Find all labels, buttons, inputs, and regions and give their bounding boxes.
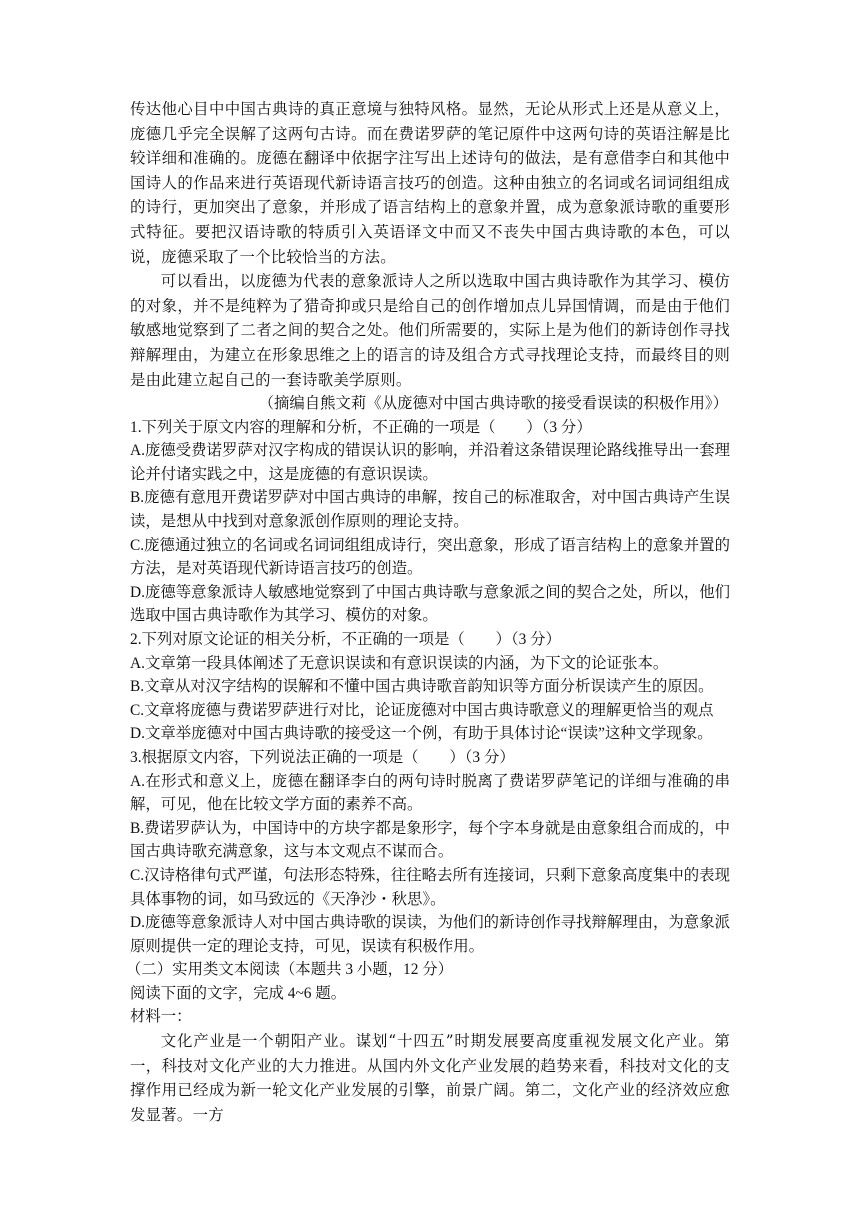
option-c: C.文章将庞德与费诺罗萨进行对比，论证庞德对中国古典诗歌意义的理解更恰当的观点 bbox=[130, 701, 714, 719]
option-c: C.汉诗格律句式严谨，句法形态特殊，往往略去所有连接词，只剩下意象高度集中的表现具体事物的词，如马致远的《天净沙・秋思》。 bbox=[130, 866, 730, 908]
exam-page bbox=[126, 97, 730, 1127]
passage-paragraph-1: 传达他心目中中国古典诗的真正意境与独特风格。显然，无论从形式上还是从意义上，庞德几乎完全误解了这两句古诗。而在费诺罗萨的笔记原件中这两句诗的英语注解是比较详细和准确的。庞德在翻译中依据字注写出上述诗句的做法，是有意借李白和其他中国诗人的作品来进行英语现代新诗语言技巧的创造。这种由独立的名词或名词词组组成的诗行，更加突出了意象，并形成了语言结构上的意象并置，成为意象派诗歌的重要形式特征。要把汉语诗歌的特质引入英语译文中而又不丧失中国古典诗歌的本色，可以说，庞德采取了一个比较恰当的方法。 bbox=[130, 100, 730, 266]
option-a: A.庞德受费诺罗萨对汉字构成的错误认识的影响，并沿着这条错误理论路线推导出一套理论并付诸实践之中，这是庞德的有意识误读。 bbox=[130, 442, 730, 483]
option-a: A.文章第一段具体阐述了无意识误读和有意识误读的内涵，为下文的论证张本。 bbox=[130, 654, 669, 672]
question-3 bbox=[130, 746, 730, 958]
material-paragraph: 文化产业是一个朝阳产业。谋划“十四五”时期发展要高度重视发展文化产业。第一，科技对文化产业的大力推进。从国内外文化产业发展的趋势来看，科技对文化的支撑作用已经成为新一轮文化产业发展的引擎，前景广阔。第二，文化产业的经济效应愈发显著。一方 bbox=[130, 1032, 730, 1124]
material-label: 材料一： bbox=[130, 1008, 192, 1026]
question-stem: 3.根据原文内容，下列说法正确的一项是（ ）（3 分） bbox=[130, 748, 515, 766]
reading-passage bbox=[130, 97, 730, 392]
question-2 bbox=[130, 628, 730, 746]
option-d: D.文章举庞德对中国古典诗歌的接受这一个例，有助于具体讨论“误读”这种文学现象。 bbox=[130, 725, 713, 743]
option-b: B.庞德有意甩开费诺罗萨对中国古典诗的串解，按自己的标准取舍，对中国古典诗产生误读，是想从中找到对意象派创作原则的理论支持。 bbox=[130, 489, 730, 530]
passage-paragraph-2: 可以看出，以庞德为代表的意象派诗人之所以选取中国古典诗歌作为其学习、模仿的对象，并不是纯粹为了猎奇抑或只是给自己的创作增加点儿异国情调，而是由于他们敏感地觉察到了二者之间的契合之处。他们所需要的，实际上是为他们的新诗创作寻找辩解理由，为建立在形象思维之上的语言的诗及组合方式寻找理论支持，而最终目的则是由此建立起自己的一套诗歌美学原则。 bbox=[130, 272, 730, 389]
option-a: A.在形式和意义上，庞德在翻译李白的两句诗时脱离了费诺罗萨笔记的详细与准确的串解，可见，他在比较文学方面的素养不高。 bbox=[130, 772, 730, 814]
question-stem: 1.下列关于原文内容的理解和分析，不正确的一项是（ ）（3 分） bbox=[130, 418, 592, 436]
option-d: D.庞德等意象派诗人对中国古典诗歌的误读，为他们的新诗创作寻找辩解理由，为意象派原则提供一定的理论支持，可见，误读有积极作用。 bbox=[130, 914, 730, 955]
option-d: D.庞德等意象派诗人敏感地觉察到了中国古典诗歌与意象派之间的契合之处，所以，他们选取中国古典诗歌作为其学习、模仿的对象。 bbox=[130, 583, 730, 625]
option-c: C.庞德通过独立的名词或名词词组组成诗行，突出意象，形成了语言结构上的意象并置的方法，是对英语现代新诗语言技巧的创造。 bbox=[130, 536, 730, 578]
option-b: B.费诺罗萨认为，中国诗中的方块字都是象形字，每个字本身就是由意象组合而成的，中国古典诗歌充满意象，这与本文观点不谋而合。 bbox=[130, 819, 730, 861]
section-instruction: 阅读下面的文字，完成 4~6 题。 bbox=[130, 984, 347, 1002]
option-b: B.文章从对汉字结构的误解和不懂中国古典诗歌音韵知识等方面分析误读产生的原因。 bbox=[130, 678, 714, 696]
question-1 bbox=[130, 416, 730, 628]
passage-source: （摘编自熊文莉《从庞德对中国古典诗歌的接受看误读的积极作用》） bbox=[258, 395, 728, 413]
section-heading: （二）实用类文本阅读（本题共 3 小题，12 分） bbox=[126, 961, 454, 979]
question-stem: 2.下列对原文论证的相关分析，不正确的一项是（ ）（3 分） bbox=[130, 630, 561, 648]
material-passage bbox=[130, 1029, 730, 1127]
